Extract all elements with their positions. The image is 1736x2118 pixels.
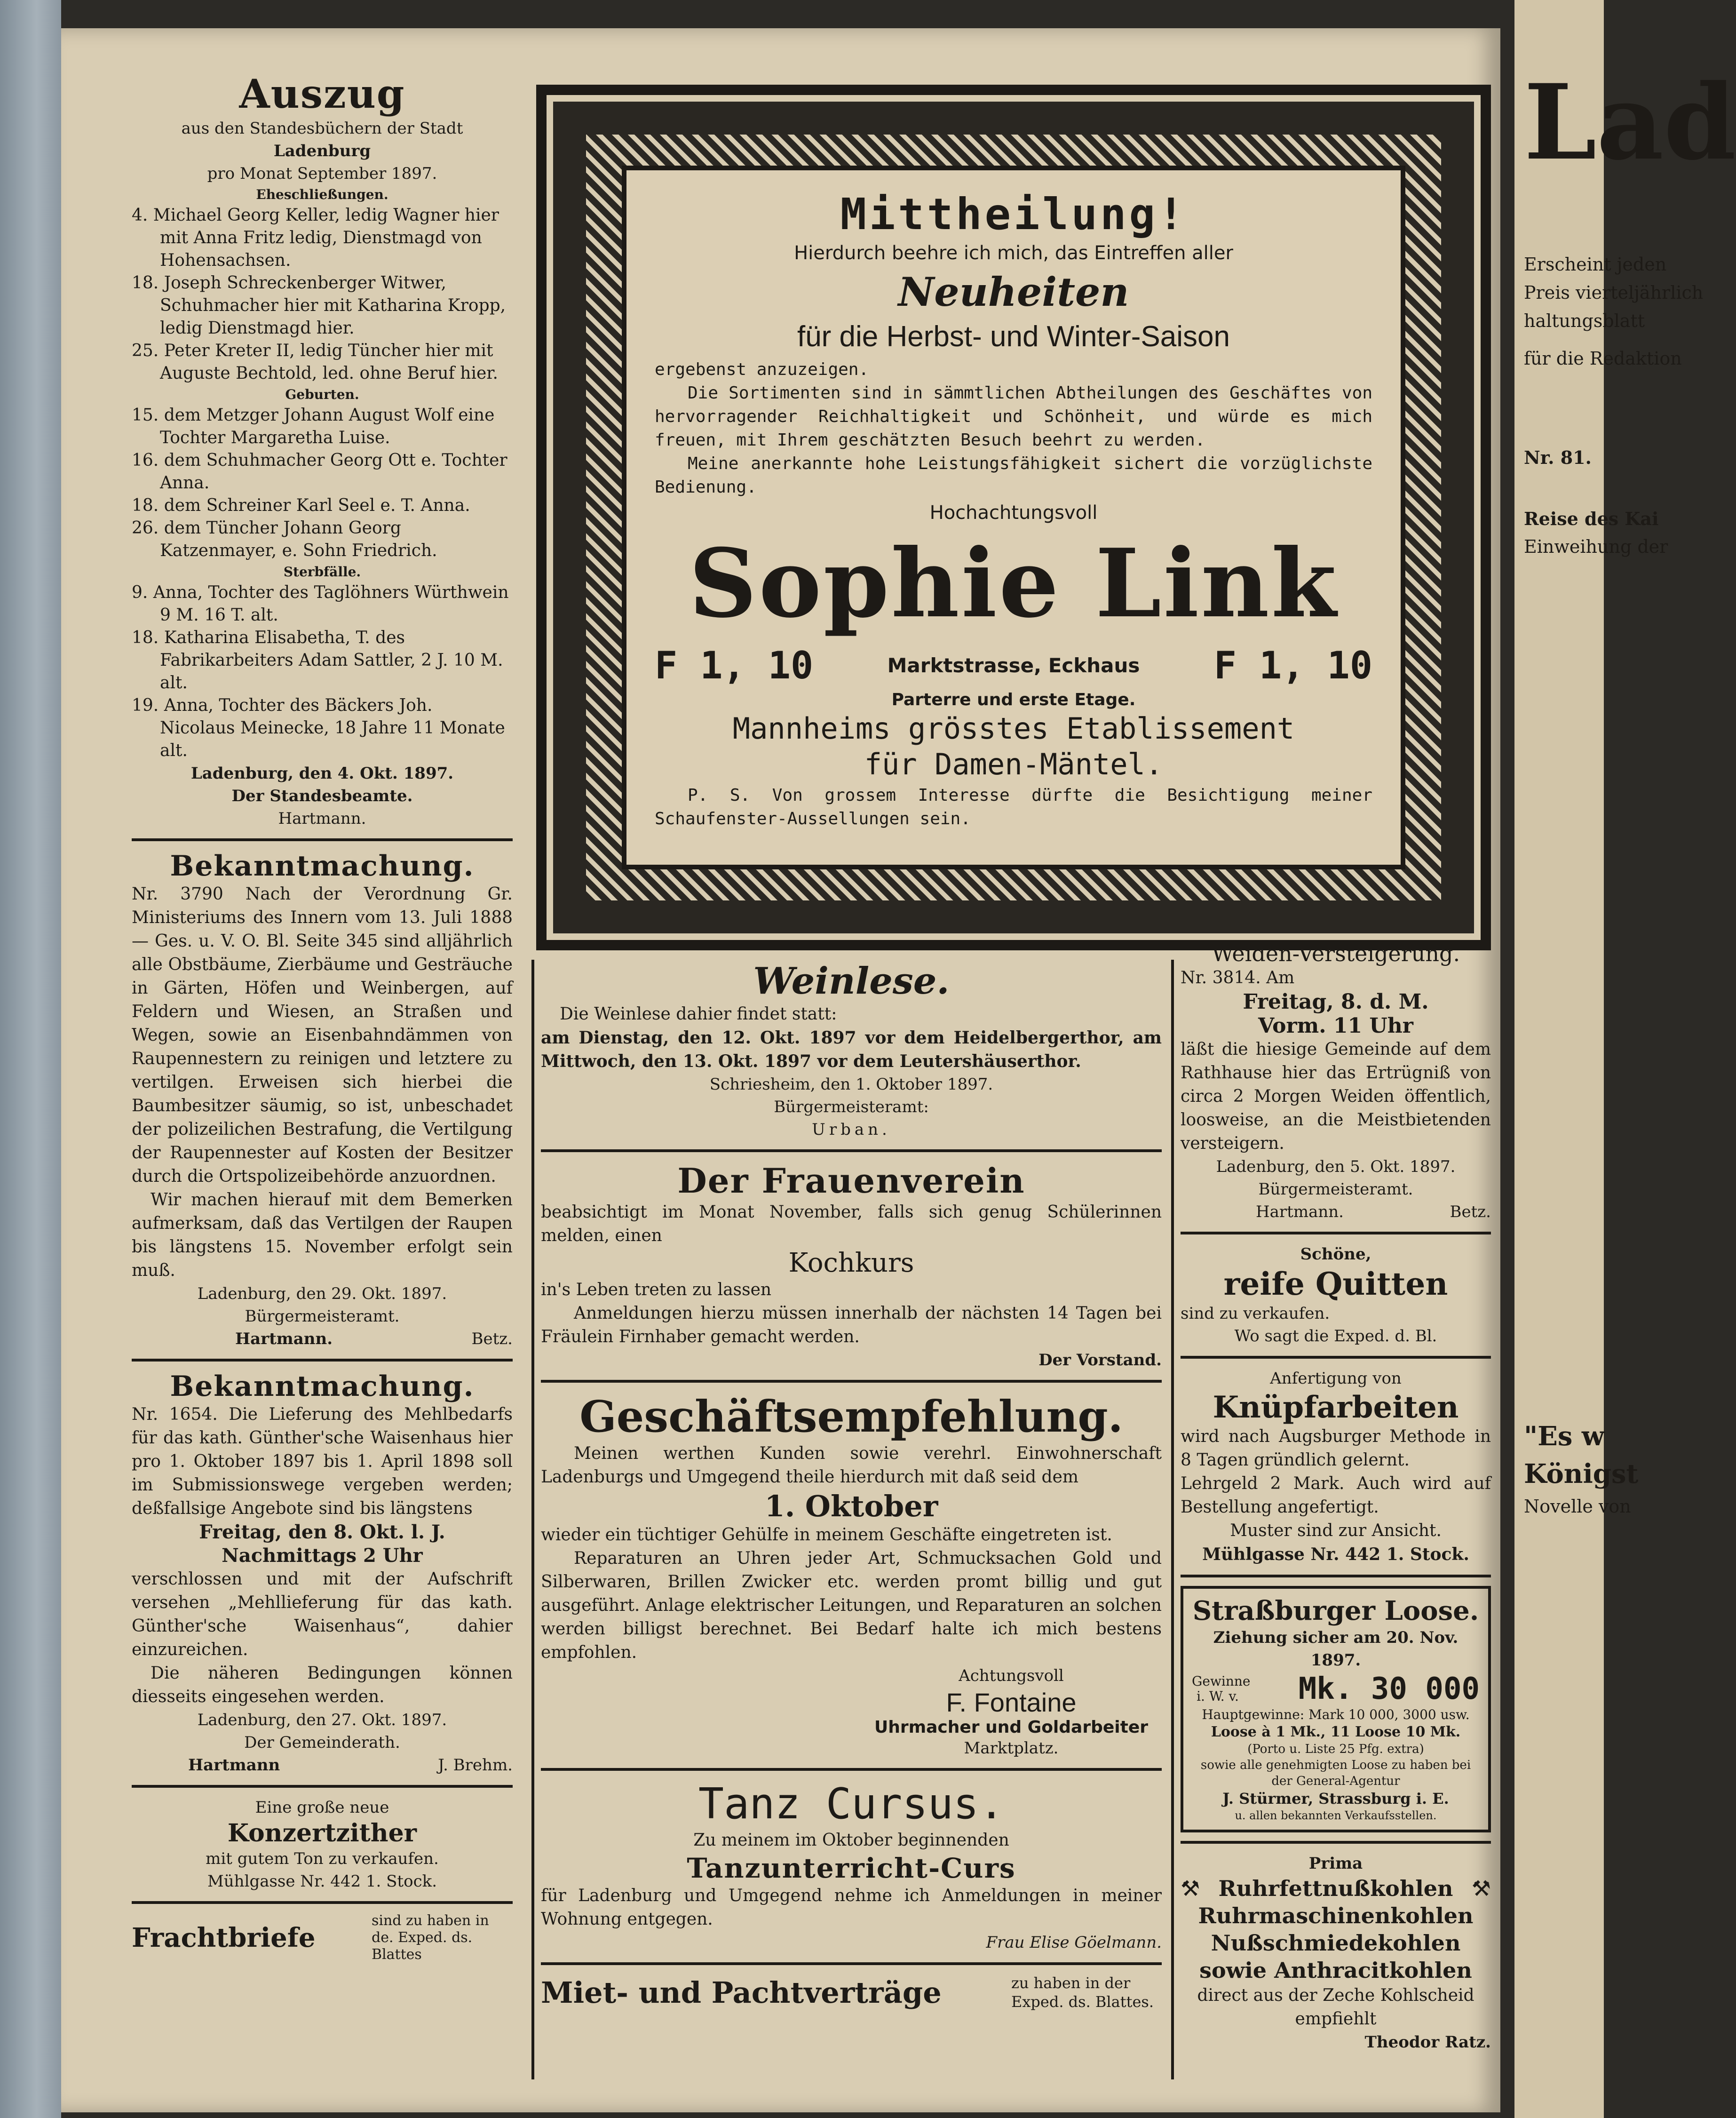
loose-ad <box>1181 1586 1491 1832</box>
death-heading: Sterbfälle. <box>283 564 361 580</box>
auszug-sub3: pro Monat September 1897. <box>207 164 437 183</box>
knuepf-l6: Mühlgasse Nr. 442 1. Stock. <box>1202 1545 1469 1564</box>
knuepf-ad <box>1181 1367 1491 1566</box>
frauen-sign: Der Vorstand. <box>1038 1351 1162 1370</box>
ad-address: Marktstrasse, Eckhaus <box>887 654 1140 677</box>
marriage-heading: Eheschließungen. <box>256 187 388 202</box>
bek1-body: Nr. 3790 Nach der Verordnung Gr. Ministeriums des Innern vom 13. Juli 1888 — Ges. u. V. O. Bl. Seite 345 sind alljährlich alle Obstbäume, Zierbäume und Gesträuche in Gärten, Höfen und Weinbergen, auf Feldern und Wiesen, an Straßen und Wegen, sowie an Eisenbahndämmen von Raupennestern zu reinigen und letztere zu vertilgen. Erweisen sich hierbei die Baumbesitzer säumig, so ist, unbeschadet der polizeilichen Bestrafung, die Vertilgung der Raupennester auf Kosten der Besitzer durch die Ortspolizeibehörde anzuordnen. <box>132 884 513 1186</box>
kohle-first-row <box>1181 1875 1491 1902</box>
bekanntmachung-1 <box>132 850 513 1350</box>
marriage-entry: 25. Peter Kreter II, ledig Tüncher hier mit Auguste Bechtold, led. ohne Beruf hier. <box>132 341 498 383</box>
ad-body3: Meine anerkannte hohe Leistungsfähigkeit sichert die vorzüglichste Bedienung. <box>655 454 1372 497</box>
tanz-sub: Tanzunterricht-Curs <box>687 1852 1016 1884</box>
miet-title: Miet- und Pachtverträge <box>541 1975 942 2010</box>
facing-title: Lad <box>1524 61 1736 183</box>
death-entry: 18. Katharina Elisabetha, T. des Fabrikarbeiters Adam Sattler, 2 J. 10 M. alt. <box>132 628 503 693</box>
zither-l4: Mühlgasse Nr. 442 1. Stock. <box>207 1872 437 1891</box>
facing-line: Reise des Kai <box>1524 508 1659 529</box>
sophie-link-ad <box>536 85 1491 950</box>
facing-page <box>1514 0 1736 2118</box>
bek2-body: Nr. 1654. Die Lieferung des Mehlbedarfs für das kath. Günther'sche Waisenhaus hier pro 1. Oktober 1897 bis 1. April 1898 soll im Submissionswege vergeben werden; deßfallsige Angebote sind bis längstens <box>132 1405 513 1518</box>
death-entry: 19. Anna, Tochter des Bäckers Joh. Nicolaus Meinecke, 18 Jahre 11 Monate alt. <box>132 696 505 760</box>
zither-l3: mit gutem Ton zu verkaufen. <box>206 1849 439 1868</box>
geschaeft-l1: Meinen werthen Kunden sowie verehrl. Einwohnerschaft Ladenburgs und Umgegend theile hierdurch mit daß seid dem <box>541 1444 1162 1487</box>
center-column <box>541 960 1162 2011</box>
ad-price-right: F 1, 10 <box>1213 644 1372 687</box>
right-column <box>1181 941 1491 2054</box>
auszug-section <box>132 71 513 830</box>
weiden-signers <box>1181 1201 1491 1223</box>
kohle-l0: Prima <box>1308 1854 1363 1873</box>
marriage-entry: 18. Joseph Schreckenberger Witwer, Schuhmacher hier mit Katharina Kropp, ledig Dienstmagd hier. <box>132 273 506 338</box>
weinlese-title: Weinlese. <box>753 960 950 1003</box>
quitten-ad <box>1181 1243 1491 1347</box>
ad-name: Sophie Link <box>689 528 1339 639</box>
divider <box>1181 1356 1491 1359</box>
bekanntmachung-2 <box>132 1370 513 1776</box>
facing-line: Erscheint jeden <box>1524 254 1667 275</box>
birth-entry: 18. dem Schreiner Karl Seel e. T. Anna. <box>132 496 470 515</box>
weiden-body: läßt die hiesige Gemeinde auf dem Rathhause hier das Ertrügniß von circa 2 Morgen Weiden öffentlich, loosweise, an die Meistbietenden versteigern. <box>1181 1040 1491 1153</box>
geschaeft-place: Marktplatz. <box>964 1739 1059 1758</box>
loose-l6: sowie alle genehmigten Loose zu haben bei der General-Agentur <box>1200 1758 1471 1788</box>
zither-title: Konzertzither <box>227 1819 417 1847</box>
auszug-place: Ladenburg, den 4. Okt. 1897. <box>190 764 454 783</box>
kohle-l3: Nußschmiedekohlen <box>1211 1930 1461 1956</box>
quitten-l4: Wo sagt die Exped. d. Bl. <box>1234 1327 1437 1346</box>
divider <box>1181 1575 1491 1577</box>
loose-l2b: Mk. 30 000 <box>1298 1672 1480 1706</box>
frachtbriefe-ad <box>132 1912 513 1963</box>
death-entry: 9. Anna, Tochter des Taglöhners Würthwein 9 M. 16 T. alt. <box>132 583 509 625</box>
loose-l7: J. Stürmer, Strassburg i. E. <box>1222 1790 1449 1807</box>
weiden-ad <box>1181 941 1491 1223</box>
divider <box>1181 1841 1491 1844</box>
bek1-title: Bekanntmachung. <box>170 850 475 883</box>
column-rule <box>531 960 534 2079</box>
ad-body1: ergebenst anzuzeigen. <box>655 360 869 379</box>
loose-l1: Ziehung sicher am 20. Nov. 1897. <box>1213 1628 1459 1670</box>
weiden-place: Ladenburg, den 5. Okt. 1897. <box>1216 1157 1456 1176</box>
ad-greet: Hochachtungsvoll <box>929 502 1098 524</box>
miet-ad <box>541 1974 1162 2011</box>
bek2-signers <box>132 1754 513 1776</box>
facing-line: für die Redaktion <box>1524 348 1682 369</box>
bek1-place: Ladenburg, den 29. Okt. 1897. <box>197 1284 447 1303</box>
loose-l8: u. allen bekannten Verkaufsstellen. <box>1235 1809 1437 1822</box>
kohle-ad <box>1181 1852 1491 2054</box>
kohle-l4: sowie Anthracitkohlen <box>1199 1958 1472 1983</box>
bek1-name: Hartmann. <box>235 1330 333 1348</box>
zither-ad <box>132 1796 513 1893</box>
weiden-office: Bürgermeisteramt. <box>1258 1180 1413 1199</box>
ad-ps: P. S. Von grossem Interesse dürfte die Besichtigung meiner Schaufenster-Aussellungen sein. <box>655 786 1372 828</box>
loose-l5: (Porto u. Liste 25 Pfg. extra) <box>1247 1742 1424 1756</box>
frauen-kurs: Kochkurs <box>788 1248 914 1278</box>
weiden-time: Vorm. 11 Uhr <box>1258 1014 1413 1038</box>
knuepf-l4: Lehrgeld 2 Mark. Auch wird auf Bestellung angefertigt. <box>1181 1474 1491 1517</box>
ad-slogan2: für Damen-Mäntel. <box>864 747 1163 781</box>
quitten-l1: Schöne, <box>1300 1245 1371 1264</box>
birth-entry: 26. dem Tüncher Johann Georg Katzenmayer, e. Sohn Friedrich. <box>132 518 437 560</box>
geschaeft-name: F. Fontaine <box>946 1688 1077 1717</box>
ad-floor: Parterre und erste Etage. <box>891 690 1136 709</box>
facing-line: Preis vierteljährlich <box>1524 282 1704 303</box>
divider <box>132 1785 513 1788</box>
auszug-name: Hartmann. <box>278 809 366 828</box>
facing-line: Nr. 81. <box>1524 447 1592 468</box>
bek2-office: Der Gemeinderath. <box>244 1733 400 1752</box>
weiden-l1: Nr. 3814. Am <box>1181 968 1295 987</box>
loose-l4: Loose à 1 Mk., 11 Loose 10 Mk. <box>1211 1724 1461 1740</box>
divider <box>132 838 513 841</box>
ad-inner <box>622 166 1405 869</box>
facing-line: Königst <box>1524 1458 1639 1489</box>
weinlese-ad <box>541 960 1162 1141</box>
loose-prize-row <box>1192 1672 1480 1706</box>
bek2-name2: J. Brehm. <box>438 1756 513 1775</box>
weinlese-l2: am Dienstag, den 12. Okt. 1897 vor dem Heidelbergerthor, am Mittwoch, den 13. Okt. 1897 vor dem Leutershäuserthor. <box>541 1028 1162 1071</box>
birth-entry: 15. dem Metzger Johann August Wolf eine Tochter Margaretha Luise. <box>132 406 495 447</box>
geschaeft-ad <box>541 1391 1162 1760</box>
quitten-l3: sind zu verkaufen. <box>1181 1304 1330 1323</box>
geschaeft-trade: Uhrmacher und Goldarbeiter <box>874 1718 1148 1737</box>
divider <box>132 1901 513 1904</box>
fracht-l2: sind zu haben in de. Exped. ds. Blattes <box>372 1912 489 1963</box>
auszug-sub1: aus den Standesbüchern der Stadt <box>181 119 463 138</box>
divider <box>1181 1232 1491 1234</box>
column-rule <box>1171 960 1174 2079</box>
weiden-name2: Betz. <box>1450 1202 1491 1221</box>
bek2-time: Nachmittags 2 Uhr <box>222 1545 423 1567</box>
kohle-l1: Ruhrfettnußkohlen <box>1218 1876 1453 1901</box>
knuepf-title: Knüpfarbeiten <box>1213 1390 1459 1425</box>
bek1-signers <box>132 1328 513 1350</box>
birth-heading: Geburten. <box>285 387 359 402</box>
ad-price-left: F 1, 10 <box>655 644 814 687</box>
kohle-sign: Theodor Ratz. <box>1364 2033 1491 2052</box>
knuepf-l5: Muster sind zur Ansicht. <box>1230 1521 1442 1540</box>
geschaeft-l3: Reparaturen an Uhren jeder Art, Schmucksachen Gold und Silberwaren, Brillen Zwicker etc. werden promt billig und gut ausgeführt. Anlage elektrischer Leitungen, und Reparaturen an solchen werden billigst berechnet. Bei Bedarf halte ich mich bestens empfohlen. <box>541 1549 1162 1662</box>
weiden-name: Hartmann. <box>1256 1202 1344 1221</box>
bek2-place: Ladenburg, den 27. Okt. 1897. <box>197 1711 447 1729</box>
geschaeft-signature <box>861 1664 1162 1760</box>
facing-line: Novelle von <box>1524 1496 1631 1517</box>
ad-season: für die Herbst- und Winter-Saison <box>797 320 1230 353</box>
tanz-l1: Zu meinem im Oktober beginnenden <box>693 1831 1009 1850</box>
weiden-title: Weiden-Versteigerung. <box>1211 941 1460 966</box>
ad-price-row <box>655 644 1372 687</box>
weinlese-place: Schriesheim, den 1. Oktober 1897. <box>709 1075 993 1094</box>
tanz-l2: für Ladenburg und Umgegend nehme ich Anmeldungen in meiner Wohnung entgegen. <box>541 1886 1162 1929</box>
ad-line1: Hierdurch beehre ich mich, das Eintreffen aller <box>794 242 1233 264</box>
knuepf-l1: Anfertigung von <box>1270 1369 1402 1388</box>
auszug-sub2: Ladenburg <box>273 142 371 160</box>
fracht-title: Frachtbriefe <box>132 1922 316 1953</box>
knuepf-l3: wird nach Augsburger Methode in 8 Tagen gründlich gelernt. <box>1181 1427 1491 1470</box>
frauen-l1: beabsichtigt im Monat November, falls sich genug Schülerinnen melden, einen <box>541 1202 1162 1245</box>
divider <box>541 1768 1162 1771</box>
facing-line: haltungsblatt <box>1524 311 1645 331</box>
bek2-name: Hartmann <box>188 1756 280 1775</box>
quitten-title: reife Quitten <box>1223 1266 1448 1302</box>
tanz-title: Tanz Cursus. <box>698 1779 1005 1829</box>
geschaeft-l2: wieder ein tüchtiger Gehülfe in meinem Geschäfte eingetreten ist. <box>541 1525 1112 1545</box>
frauenverein-ad <box>541 1161 1162 1371</box>
bek2-body2: verschlossen und mit der Aufschrift versehen „Mehllieferung für das kath. Günther'sche Waisenhaus“, dahier einzureichen. <box>132 1569 513 1659</box>
loose-l3: Hauptgewinne: Mark 10 000, 3000 usw. <box>1202 1707 1470 1722</box>
weinlese-office: Bürgermeisteramt: <box>774 1098 929 1116</box>
bek2-body3: Die näheren Bedingungen können diesseits eingesehen werden. <box>132 1664 513 1706</box>
divider <box>541 1149 1162 1152</box>
hammer-pick-icon: ⚒ <box>1181 1876 1200 1901</box>
kohle-l5: direct aus der Zeche Kohlscheid empfiehlt <box>1197 1986 1474 2029</box>
tanz-ad <box>541 1779 1162 1954</box>
facing-line: "Es w <box>1524 1421 1605 1452</box>
facing-line: Einweihung der <box>1524 536 1668 557</box>
ad-neuheiten: Neuheiten <box>898 269 1129 315</box>
book-binding <box>0 0 61 2118</box>
divider <box>541 1962 1162 1965</box>
weinlese-name: Urban. <box>812 1120 891 1139</box>
bek2-title: Bekanntmachung. <box>170 1370 475 1403</box>
hammer-pick-icon: ⚒ <box>1471 1876 1491 1901</box>
loose-title: Straßburger Loose. <box>1192 1595 1479 1626</box>
frauen-l3: Anmeldungen hierzu müssen innerhalb der nächsten 14 Tagen bei Fräulein Firnhaber gemacht werden. <box>541 1304 1162 1346</box>
marriage-entry: 4. Michael Georg Keller, ledig Wagner hier mit Anna Fritz ledig, Dienstmagd von Hohensachsen. <box>132 206 499 270</box>
bek1-body2: Wir machen hierauf mit dem Bemerken aufmerksam, daß das Vertilgen der Raupen bis längstens 15. November erfolgt sein muß. <box>132 1190 513 1280</box>
miet-l2: zu haben in der Exped. ds. Blattes. <box>1011 1974 1154 2011</box>
kohle-l2: Ruhrmaschinenkohlen <box>1198 1903 1474 1928</box>
ad-title: Mittheilung! <box>840 189 1187 239</box>
auszug-office: Der Standesbeamte. <box>231 787 413 805</box>
frauen-title: Der Frauenverein <box>677 1161 1025 1201</box>
zither-l1: Eine große neue <box>255 1798 389 1817</box>
birth-entry: 16. dem Schuhmacher Georg Ott e. Tochter Anna. <box>132 451 507 493</box>
ad-body2: Die Sortimenten sind in sämmtlichen Abtheilungen des Geschäftes von hervorragender Reichhaltigkeit und Schönheit, und würde es mich freuen, mit Ihrem geschätzten Besuch beehrt zu werden. <box>655 383 1372 450</box>
geschaeft-date: 1. Oktober <box>764 1489 938 1523</box>
loose-l2a: Gewinne i. W. v. <box>1192 1673 1251 1704</box>
divider <box>541 1380 1162 1383</box>
weiden-date: Freitag, 8. d. M. <box>1243 990 1429 1014</box>
frauen-l2: in's Leben treten zu lassen <box>541 1280 772 1299</box>
left-column <box>132 71 513 1963</box>
bek1-office: Bürgermeisteramt. <box>245 1307 400 1326</box>
weinlese-l1: Die Weinlese dahier findet statt: <box>560 1004 837 1024</box>
auszug-title: Auszug <box>239 71 405 117</box>
tanz-sign: Frau Elise Göelmann. <box>986 1933 1162 1952</box>
bek1-name2: Betz. <box>471 1330 513 1348</box>
bek2-date: Freitag, den 8. Okt. l. J. <box>199 1521 445 1543</box>
geschaeft-title: Geschäftsempfehlung. <box>579 1391 1123 1442</box>
geschaeft-greet: Achtungsvoll <box>959 1666 1064 1685</box>
ad-slogan1: Mannheims grösstes Etablissement <box>732 711 1295 746</box>
divider <box>132 1359 513 1362</box>
